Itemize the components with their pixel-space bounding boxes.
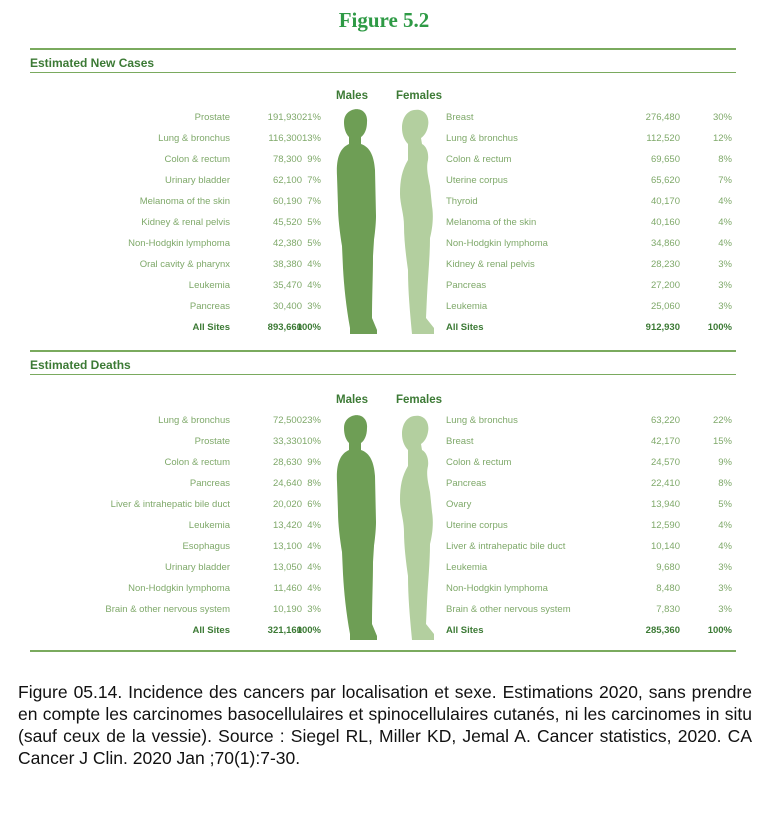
female-total-percent: 100%: [707, 322, 732, 333]
female-percent: 3%: [718, 301, 732, 312]
male-value: 13,420: [272, 520, 302, 531]
male-site-label: Non-Hodgkin lymphoma: [128, 583, 230, 594]
figure-title: Figure 5.2: [338, 8, 430, 32]
male-total-label: All Sites: [192, 625, 230, 636]
female-site-label: Non-Hodgkin lymphoma: [446, 583, 548, 594]
table-row: [30, 301, 736, 315]
table-row: [30, 196, 736, 210]
male-site-label: Lung & bronchus: [158, 415, 230, 426]
male-site-label: Pancreas: [189, 478, 230, 489]
male-value: 30,400: [272, 301, 302, 312]
female-site-label: Pancreas: [446, 478, 487, 489]
male-site-label: Urinary bladder: [165, 175, 230, 186]
male-site-label: Lung & bronchus: [158, 133, 230, 144]
male-value: 28,630: [272, 457, 302, 468]
male-percent: 5%: [307, 217, 321, 228]
females-header: Females: [396, 394, 443, 406]
female-value: 42,170: [650, 436, 680, 447]
females-header: Females: [396, 90, 443, 102]
male-value: 13,050: [272, 562, 302, 573]
male-value: 10,190: [272, 604, 302, 615]
male-value: 62,100: [272, 175, 302, 186]
female-value: 34,860: [650, 238, 680, 249]
female-total-label: All Sites: [446, 322, 484, 333]
male-site-label: Urinary bladder: [165, 562, 230, 573]
female-site-label: Non-Hodgkin lymphoma: [446, 238, 548, 249]
male-site-label: Prostate: [194, 112, 230, 123]
female-value: 25,060: [650, 301, 680, 312]
male-total-value: 893,660: [267, 322, 302, 333]
female-percent: 4%: [718, 217, 732, 228]
female-value: 8,480: [656, 583, 680, 594]
male-percent: 4%: [307, 562, 321, 573]
female-total-percent: 100%: [707, 625, 732, 636]
female-site-label: Leukemia: [446, 562, 488, 573]
table-row: [30, 280, 736, 294]
female-value: 112,520: [646, 133, 680, 144]
panel-top-rule: [30, 350, 736, 352]
table-row: [30, 259, 736, 273]
male-site-label: Liver & intrahepatic bile duct: [110, 499, 230, 510]
deaths-title: Estimated Deaths: [30, 358, 131, 372]
males-header: Males: [336, 394, 368, 406]
female-percent: 4%: [718, 196, 732, 207]
male-percent: 4%: [307, 583, 321, 594]
female-value: 40,160: [650, 217, 680, 228]
male-site-label: Melanoma of the skin: [139, 196, 230, 207]
male-site-label: Esophagus: [182, 541, 230, 552]
female-percent: 12%: [712, 133, 732, 144]
male-percent: 4%: [307, 541, 321, 552]
male-value: 60,190: [272, 196, 302, 207]
male-value: 33,330: [272, 436, 302, 447]
male-value: 191,930: [267, 112, 302, 123]
female-value: 65,620: [650, 175, 680, 186]
female-value: 13,940: [650, 499, 680, 510]
male-value: 24,640: [272, 478, 302, 489]
table-row: [30, 583, 736, 597]
male-percent: 7%: [307, 175, 321, 186]
panel-top-rule: [30, 48, 736, 50]
female-site-label: Uterine corpus: [446, 520, 508, 531]
panel-title-rule: [30, 72, 736, 73]
male-percent: 21%: [301, 112, 321, 123]
male-value: 13,100: [272, 541, 302, 552]
male-site-label: Leukemia: [188, 520, 230, 531]
female-site-label: Leukemia: [446, 301, 488, 312]
table-row: [30, 478, 736, 492]
male-total-percent: 100%: [296, 625, 321, 636]
female-value: 9,680: [656, 562, 680, 573]
female-site-label: Brain & other nervous system: [446, 604, 571, 615]
female-value: 7,830: [656, 604, 680, 615]
female-value: 12,590: [650, 520, 680, 531]
female-site-label: Thyroid: [446, 196, 478, 207]
male-total-percent: 100%: [296, 322, 321, 333]
panel-title-rule: [30, 374, 736, 375]
female-site-label: Lung & bronchus: [446, 133, 518, 144]
table-row: [30, 133, 736, 147]
male-site-label: Prostate: [194, 436, 230, 447]
female-site-label: Uterine corpus: [446, 175, 508, 186]
female-percent: 4%: [718, 541, 732, 552]
female-value: 22,410: [650, 478, 680, 489]
female-percent: 4%: [718, 238, 732, 249]
male-percent: 4%: [307, 259, 321, 270]
male-value: 45,520: [272, 217, 302, 228]
male-percent: 9%: [307, 154, 321, 165]
table-row: [30, 499, 736, 513]
female-value: 276,480: [645, 112, 680, 123]
male-total-value: 321,160: [267, 625, 302, 636]
figure-caption: Figure 05.14. Incidence des cancers par localisation et sexe. Estimations 2020, sans prendre en compte les carcinomes basocellulaires et spinocellulaires cutanés, ni les carcinomes in situ (sauf ceux de la vessie). Source : Siegel RL, Miller KD, Jemal A. Cancer statistics, 2020. CA Cancer J Clin. 2020 Jan ;70(1):7-30.: [18, 682, 752, 768]
table-row: [30, 112, 736, 126]
female-total-value: 285,360: [645, 625, 680, 636]
male-percent: 6%: [307, 499, 321, 510]
female-site-label: Lung & bronchus: [446, 415, 518, 426]
female-percent: 3%: [718, 604, 732, 615]
male-percent: 8%: [307, 478, 321, 489]
male-percent: 3%: [307, 301, 321, 312]
male-site-label: Kidney & renal pelvis: [141, 217, 230, 228]
female-percent: 15%: [712, 436, 732, 447]
male-percent: 9%: [307, 457, 321, 468]
table-row: [30, 154, 736, 168]
male-percent: 13%: [301, 133, 321, 144]
female-site-label: Liver & intrahepatic bile duct: [446, 541, 566, 552]
table-row: [30, 436, 736, 450]
female-value: 69,650: [650, 154, 680, 165]
female-site-label: Kidney & renal pelvis: [446, 259, 535, 270]
table-row: [30, 604, 736, 618]
table-row: [30, 238, 736, 252]
table-row: [30, 457, 736, 471]
male-value: 116,300: [268, 133, 302, 144]
female-percent: 9%: [718, 457, 732, 468]
table-row: [30, 175, 736, 189]
female-percent: 8%: [718, 478, 732, 489]
male-site-label: Non-Hodgkin lymphoma: [128, 238, 230, 249]
female-value: 27,200: [650, 280, 680, 291]
female-percent: 5%: [718, 499, 732, 510]
male-value: 11,460: [273, 583, 302, 594]
table-row: [30, 541, 736, 555]
male-value: 42,380: [272, 238, 302, 249]
female-total-value: 912,930: [645, 322, 680, 333]
new-cases-panel: [30, 48, 736, 346]
female-percent: 30%: [712, 112, 732, 123]
total-row: [30, 625, 736, 639]
female-site-label: Breast: [446, 436, 474, 447]
male-percent: 4%: [307, 520, 321, 531]
male-value: 78,300: [272, 154, 302, 165]
female-value: 28,230: [650, 259, 680, 270]
male-value: 72,500: [272, 415, 302, 426]
female-value: 10,140: [650, 541, 680, 552]
female-percent: 7%: [718, 175, 732, 186]
female-site-label: Pancreas: [446, 280, 487, 291]
male-site-label: Oral cavity & pharynx: [139, 259, 230, 270]
new-cases-title: Estimated New Cases: [30, 56, 155, 70]
female-site-label: Breast: [446, 112, 474, 123]
table-row: [30, 415, 736, 429]
males-header: Males: [336, 90, 368, 102]
female-percent: 3%: [718, 280, 732, 291]
female-value: 24,570: [650, 457, 680, 468]
deaths-panel: [30, 350, 736, 654]
female-site-label: Colon & rectum: [446, 154, 512, 165]
female-value: 63,220: [650, 415, 680, 426]
total-row: [30, 322, 736, 336]
female-percent: 3%: [718, 562, 732, 573]
female-value: 40,170: [650, 196, 680, 207]
male-percent: 10%: [301, 436, 321, 447]
figure-bottom-rule: [30, 650, 736, 652]
female-total-label: All Sites: [446, 625, 484, 636]
female-percent: 22%: [712, 415, 732, 426]
table-row: [30, 520, 736, 534]
male-percent: 3%: [307, 604, 321, 615]
male-value: 35,470: [272, 280, 302, 291]
female-site-label: Melanoma of the skin: [446, 217, 537, 228]
male-site-label: Brain & other nervous system: [105, 604, 230, 615]
male-value: 20,020: [272, 499, 302, 510]
male-percent: 4%: [307, 280, 321, 291]
female-percent: 4%: [718, 520, 732, 531]
female-site-label: Colon & rectum: [446, 457, 512, 468]
male-percent: 7%: [307, 196, 321, 207]
male-site-label: Leukemia: [188, 280, 230, 291]
female-percent: 3%: [718, 259, 732, 270]
male-value: 38,380: [272, 259, 302, 270]
male-site-label: Pancreas: [189, 301, 230, 312]
female-percent: 8%: [718, 154, 732, 165]
male-percent: 23%: [301, 415, 321, 426]
male-site-label: Colon & rectum: [164, 154, 230, 165]
table-row: [30, 217, 736, 231]
female-percent: 3%: [718, 583, 732, 594]
male-percent: 5%: [307, 238, 321, 249]
female-site-label: Ovary: [446, 499, 472, 510]
male-site-label: Colon & rectum: [164, 457, 230, 468]
table-row: [30, 562, 736, 576]
male-total-label: All Sites: [192, 322, 230, 333]
